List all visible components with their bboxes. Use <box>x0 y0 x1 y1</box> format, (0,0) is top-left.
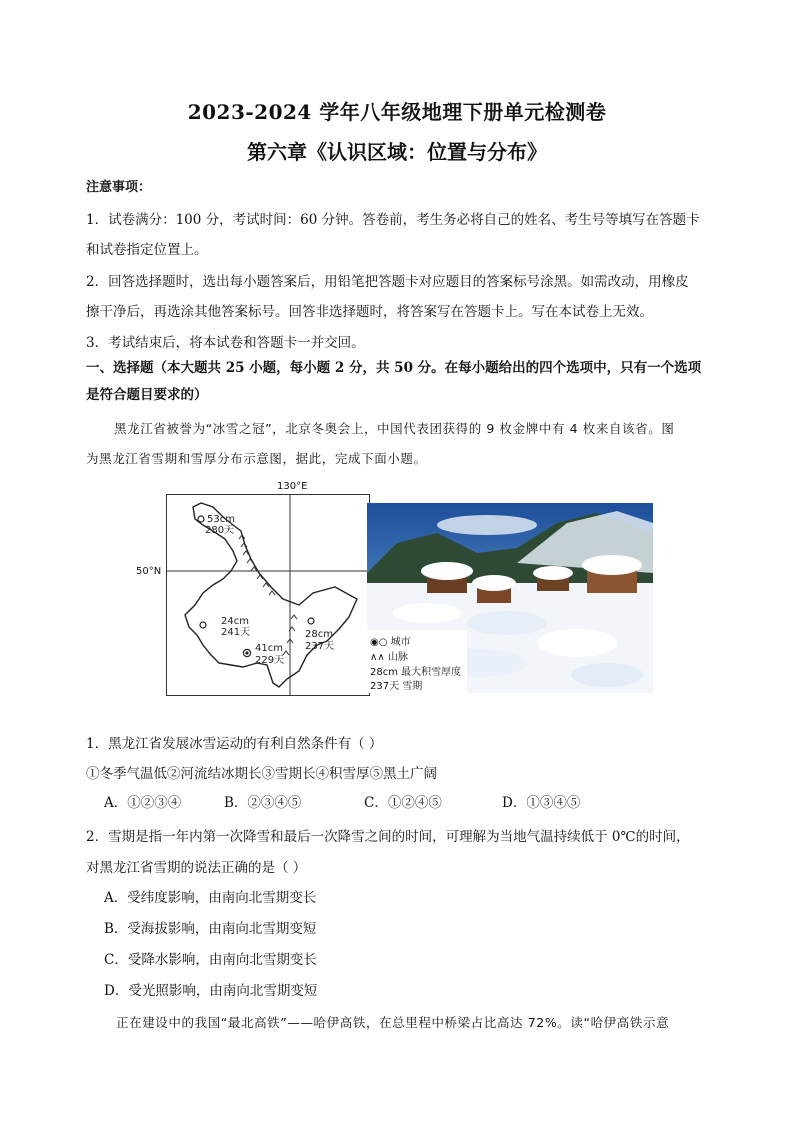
section-heading-cont: 是符合题目要求的） <box>86 387 208 403</box>
note-line: 和试卷指定位置上。 <box>86 242 208 258</box>
point-days: 237天 <box>305 641 335 652</box>
question-1-stem: 1．黑龙江省发展冰雪运动的有利自然条件有（ ） <box>86 736 383 752</box>
option-b[interactable]: B．受海拔影响，由南向北雪期变短 <box>104 921 317 937</box>
option-c[interactable]: C．①②④⑤ <box>364 795 442 811</box>
legend-depth: 28cm 最大积雪厚度 <box>370 667 462 678</box>
chapter-title: 第六章《认识区域：位置与分布》 <box>247 140 547 164</box>
heilongjiang-map <box>166 494 370 696</box>
map-legend <box>367 630 467 693</box>
point-depth: 28cm <box>305 629 333 640</box>
option-a[interactable]: A．受纬度影响，由南向北雪期变长 <box>104 890 317 906</box>
province-outline <box>167 495 369 695</box>
point-depth: 24cm <box>221 616 249 627</box>
option-d[interactable]: D．①③④⑤ <box>502 795 581 811</box>
question-1-options <box>104 791 664 811</box>
option-b[interactable]: B．②③④⑤ <box>224 795 302 811</box>
option-c[interactable]: C．受降水影响，由南向北雪期变长 <box>104 952 317 968</box>
note-line: 1．试卷满分：100 分，考试时间：60 分钟。答卷前，考生务必将自己的姓名、考生号等填写在答题卡 <box>86 212 700 228</box>
material-text: 为黑龙江省雪期和雪厚分布示意图，据此，完成下面小题。 <box>86 451 427 466</box>
point-days: 241天 <box>221 627 251 638</box>
point-depth: 41cm <box>255 643 283 654</box>
legend-days: 237天 雪期 <box>370 681 423 692</box>
point-days: 280天 <box>205 525 235 536</box>
note-line: 擦干净后，再选涂其他答案标号。回答非选择题时，将答案写在答题卡上。写在本试卷上无效。 <box>86 304 653 320</box>
latitude-label: 50°N <box>136 566 162 577</box>
point-days: 229天 <box>255 655 285 666</box>
notes-heading: 注意事项： <box>86 180 152 195</box>
note-line: 2．回答选择题时，选出每小题答案后，用铅笔把答题卡对应题目的答案标号涂黑。如需改动，用橡皮 <box>86 274 689 290</box>
option-d[interactable]: D．受光照影响，由南向北雪期变短 <box>104 983 318 999</box>
exam-title: 2023-2024 学年八年级地理下册单元检测卷 <box>187 100 607 124</box>
option-a[interactable]: A．①②③④ <box>104 795 182 811</box>
question-2-stem-cont: 对黑龙江省雪期的说法正确的是（ ） <box>86 860 307 876</box>
legend-city: ◉○ 城市 <box>370 637 411 648</box>
section-heading: 一、选择题（本大题共 25 小题，每小题 2 分，共 50 分。在每小题给出的四个选项中，只有一个选项 <box>86 360 702 376</box>
note-line: 3．考试结束后，将本试卷和答题卡一并交回。 <box>86 335 365 351</box>
question-2-stem: 2．雪期是指一年内第一次降雪和最后一次降雪之间的时间，可理解为当地气温持续低于 0℃的时间， <box>86 829 690 845</box>
legend-mountain: ∧∧ 山脉 <box>370 652 408 663</box>
question-1-items: ①冬季气温低②河流结冰期长③雪期长④积雪厚⑤黑土广阔 <box>86 766 437 782</box>
point-depth: 53cm <box>207 514 235 525</box>
material-text: 黑龙江省被誉为“冰雪之冠”，北京冬奥会上，中国代表团获得的 9 枚金牌中有 4 枚来自该省。图 <box>114 421 675 436</box>
material-text: 正在建设中的我国“最北高铁”——哈伊高铁，在总里程中桥梁占比高达 72%。读“哈伊高铁示意 <box>116 1015 670 1030</box>
longitude-label: 130°E <box>277 481 308 492</box>
mountain-icon: ∧∧ <box>370 652 385 663</box>
city-icon: ◉○ <box>370 637 388 648</box>
